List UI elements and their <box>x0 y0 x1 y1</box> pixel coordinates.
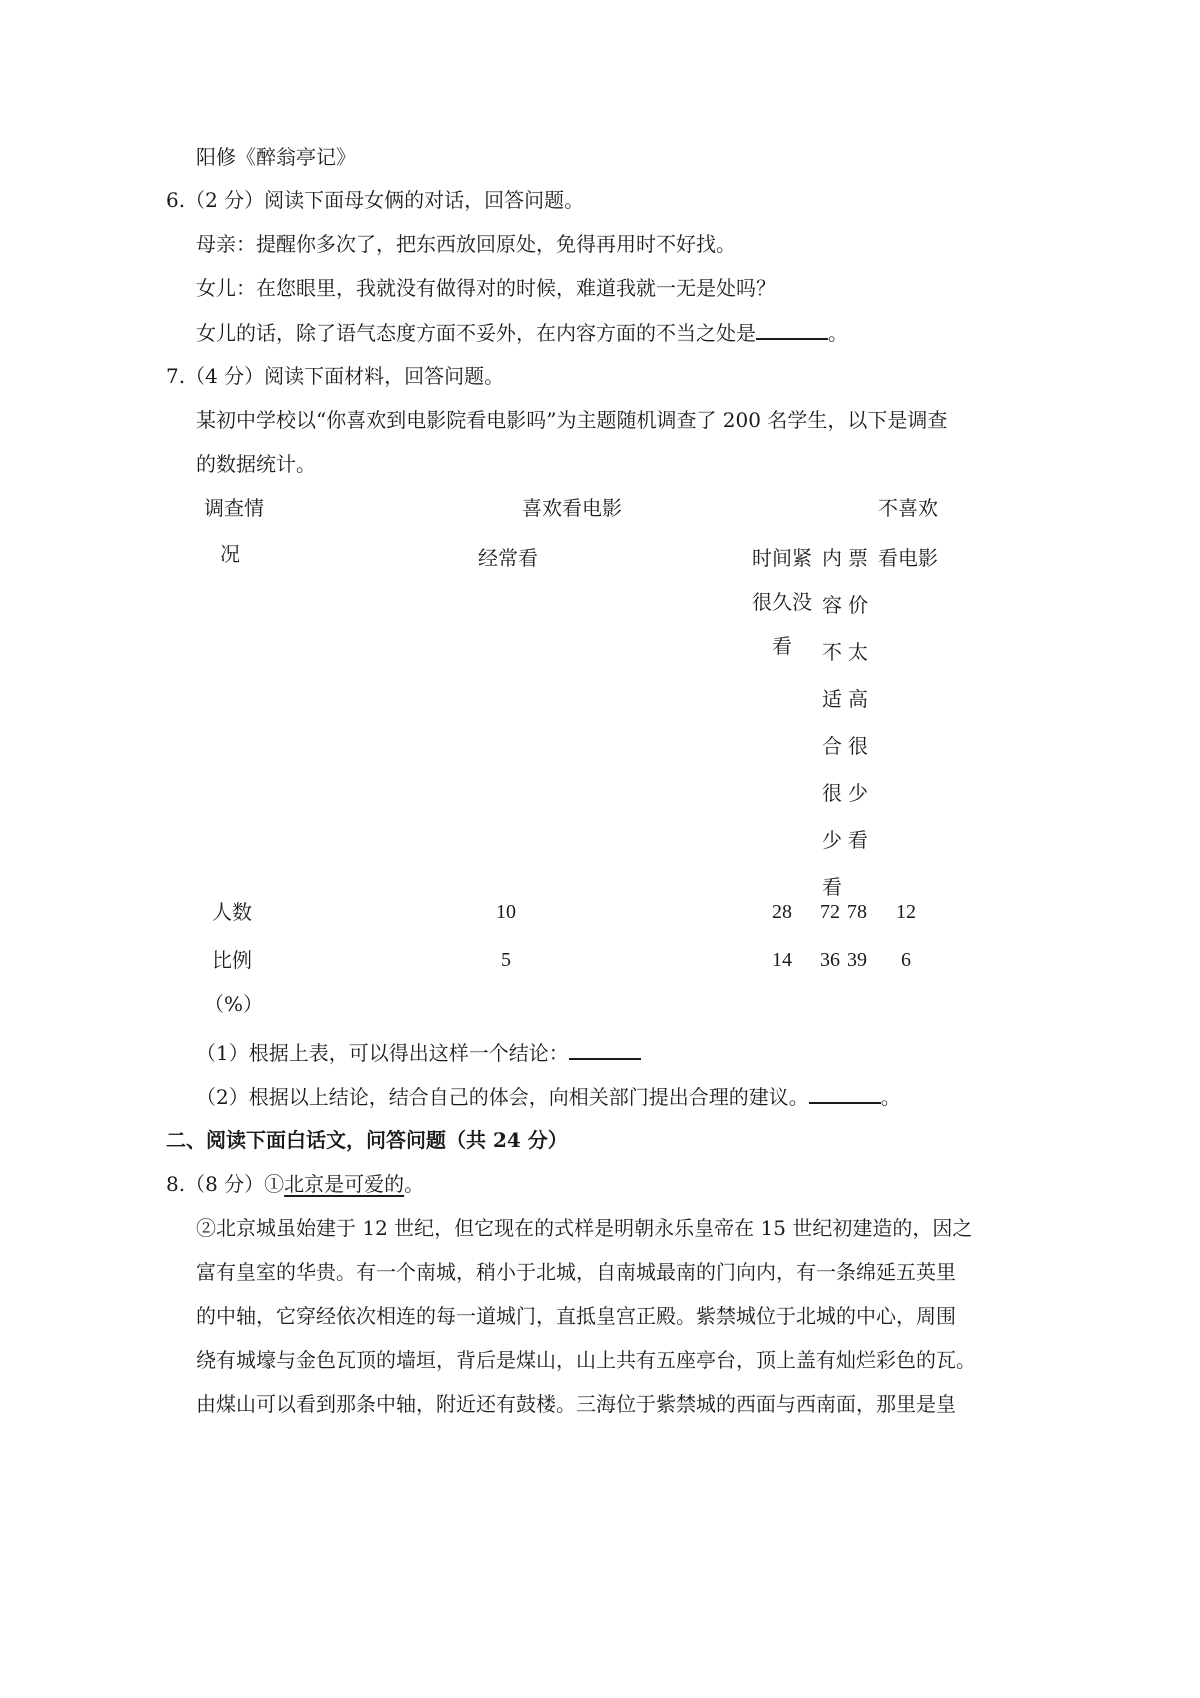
q7-intro-line2: 的数据统计。 <box>196 452 316 476</box>
section2-title: 二、阅读下面白话文，问答问题（共 24 分） <box>166 1128 568 1152</box>
table-cell-ratio-price: 39 <box>847 949 867 971</box>
q6-answer-blank[interactable] <box>756 320 828 340</box>
table-header-often: 经常看 <box>478 546 538 570</box>
table-header-dislike-cont: 看电影 <box>878 546 938 570</box>
table-row-ratio-unit: （%） <box>204 992 264 1016</box>
q6-prompt <box>196 320 848 345</box>
table-row-people-label: 人数 <box>212 900 252 924</box>
q7-sub2-end: 。 <box>880 1085 901 1109</box>
table-header-busy-2: 很久没 <box>752 590 812 614</box>
q8-paragraph-line2: 富有皇室的华贵。有一个南城，稍小于北城，自南城最南的门向内，有一条绵延五英里 <box>196 1260 956 1284</box>
top-line: 阳修《醉翁亭记》 <box>196 145 356 169</box>
table-header-survey-cont: 况 <box>220 542 240 566</box>
q7-sub1-text: （1）根据上表，可以得出这样一个结论： <box>196 1041 569 1065</box>
table-cell-people-often: 10 <box>496 901 516 923</box>
table-cell-ratio-content: 36 <box>820 949 840 971</box>
q7-sub2-text: （2）根据以上结论，结合自己的体会，向相关部门提出合理的建议。 <box>196 1085 809 1109</box>
q7-sub1-answer-blank[interactable] <box>569 1040 641 1060</box>
table-header-price: 票价太高很少看 <box>848 546 868 852</box>
q6-prompt-text: 女儿的话，除了语气态度方面不妥外，在内容方面的不当之处是 <box>196 321 756 345</box>
q7-header: 7.（4 分）阅读下面材料，回答问题。 <box>166 364 505 388</box>
q8-paragraph-line3: 的中轴，它穿经依次相连的每一道城门，直抵皇宫正殿。紫禁城位于北城的中心，周围 <box>196 1304 956 1328</box>
table-header-busy-3: 看 <box>772 634 792 658</box>
table-header-busy-1: 时间紧 <box>752 546 812 570</box>
q8-paragraph-line4: 绕有城壕与金色瓦顶的墙垣，背后是煤山，山上共有五座亭台，顶上盖有灿烂彩色的瓦。 <box>196 1348 976 1372</box>
q6-prompt-end: 。 <box>828 321 848 345</box>
table-cell-ratio-often: 5 <box>501 949 511 971</box>
table-header-dislike: 不喜欢 <box>878 496 938 520</box>
q6-mother: 母亲：提醒你多次了，把东西放回原处，免得再用时不好找。 <box>196 232 736 256</box>
table-cell-people-content: 72 <box>820 901 840 923</box>
table-header-content: 内容不适合很少看 <box>822 546 842 899</box>
q8-header <box>166 1172 424 1196</box>
q8-underlined-sentence: 北京是可爱的 <box>284 1172 405 1196</box>
q8-paragraph-line5: 由煤山可以看到那条中轴，附近还有鼓楼。三海位于紫禁城的西面与西南面，那里是皇 <box>196 1392 956 1416</box>
table-cell-ratio-dislike: 6 <box>901 949 911 971</box>
q6-header: 6.（2 分）阅读下面母女俩的对话，回答问题。 <box>166 188 585 212</box>
table-header-like: 喜欢看电影 <box>522 496 622 520</box>
table-cell-people-price: 78 <box>847 901 867 923</box>
q7-intro-line1: 某初中学校以“你喜欢到电影院看电影吗”为主题随机调查了 200 名学生，以下是调查 <box>196 408 948 432</box>
q8-header-end: 。 <box>404 1172 425 1196</box>
table-cell-people-dislike: 12 <box>896 901 916 923</box>
table-cell-ratio-busy: 14 <box>772 949 792 971</box>
q7-sub2 <box>196 1084 901 1109</box>
q8-paragraph-line1: ②北京城虽始建于 12 世纪，但它现在的式样是明朝永乐皇帝在 15 世纪初建造的，因之 <box>196 1216 973 1240</box>
q6-daughter: 女儿：在您眼里，我就没有做得对的时候，难道我就一无是处吗？ <box>196 276 776 300</box>
table-header-survey: 调查情 <box>204 496 264 520</box>
table-cell-people-busy: 28 <box>772 901 792 923</box>
q8-header-prefix: 8.（8 分）① <box>166 1172 285 1196</box>
q7-sub1 <box>196 1040 641 1065</box>
table-row-ratio-label: 比例 <box>212 948 252 972</box>
q7-sub2-answer-blank[interactable] <box>809 1084 881 1104</box>
